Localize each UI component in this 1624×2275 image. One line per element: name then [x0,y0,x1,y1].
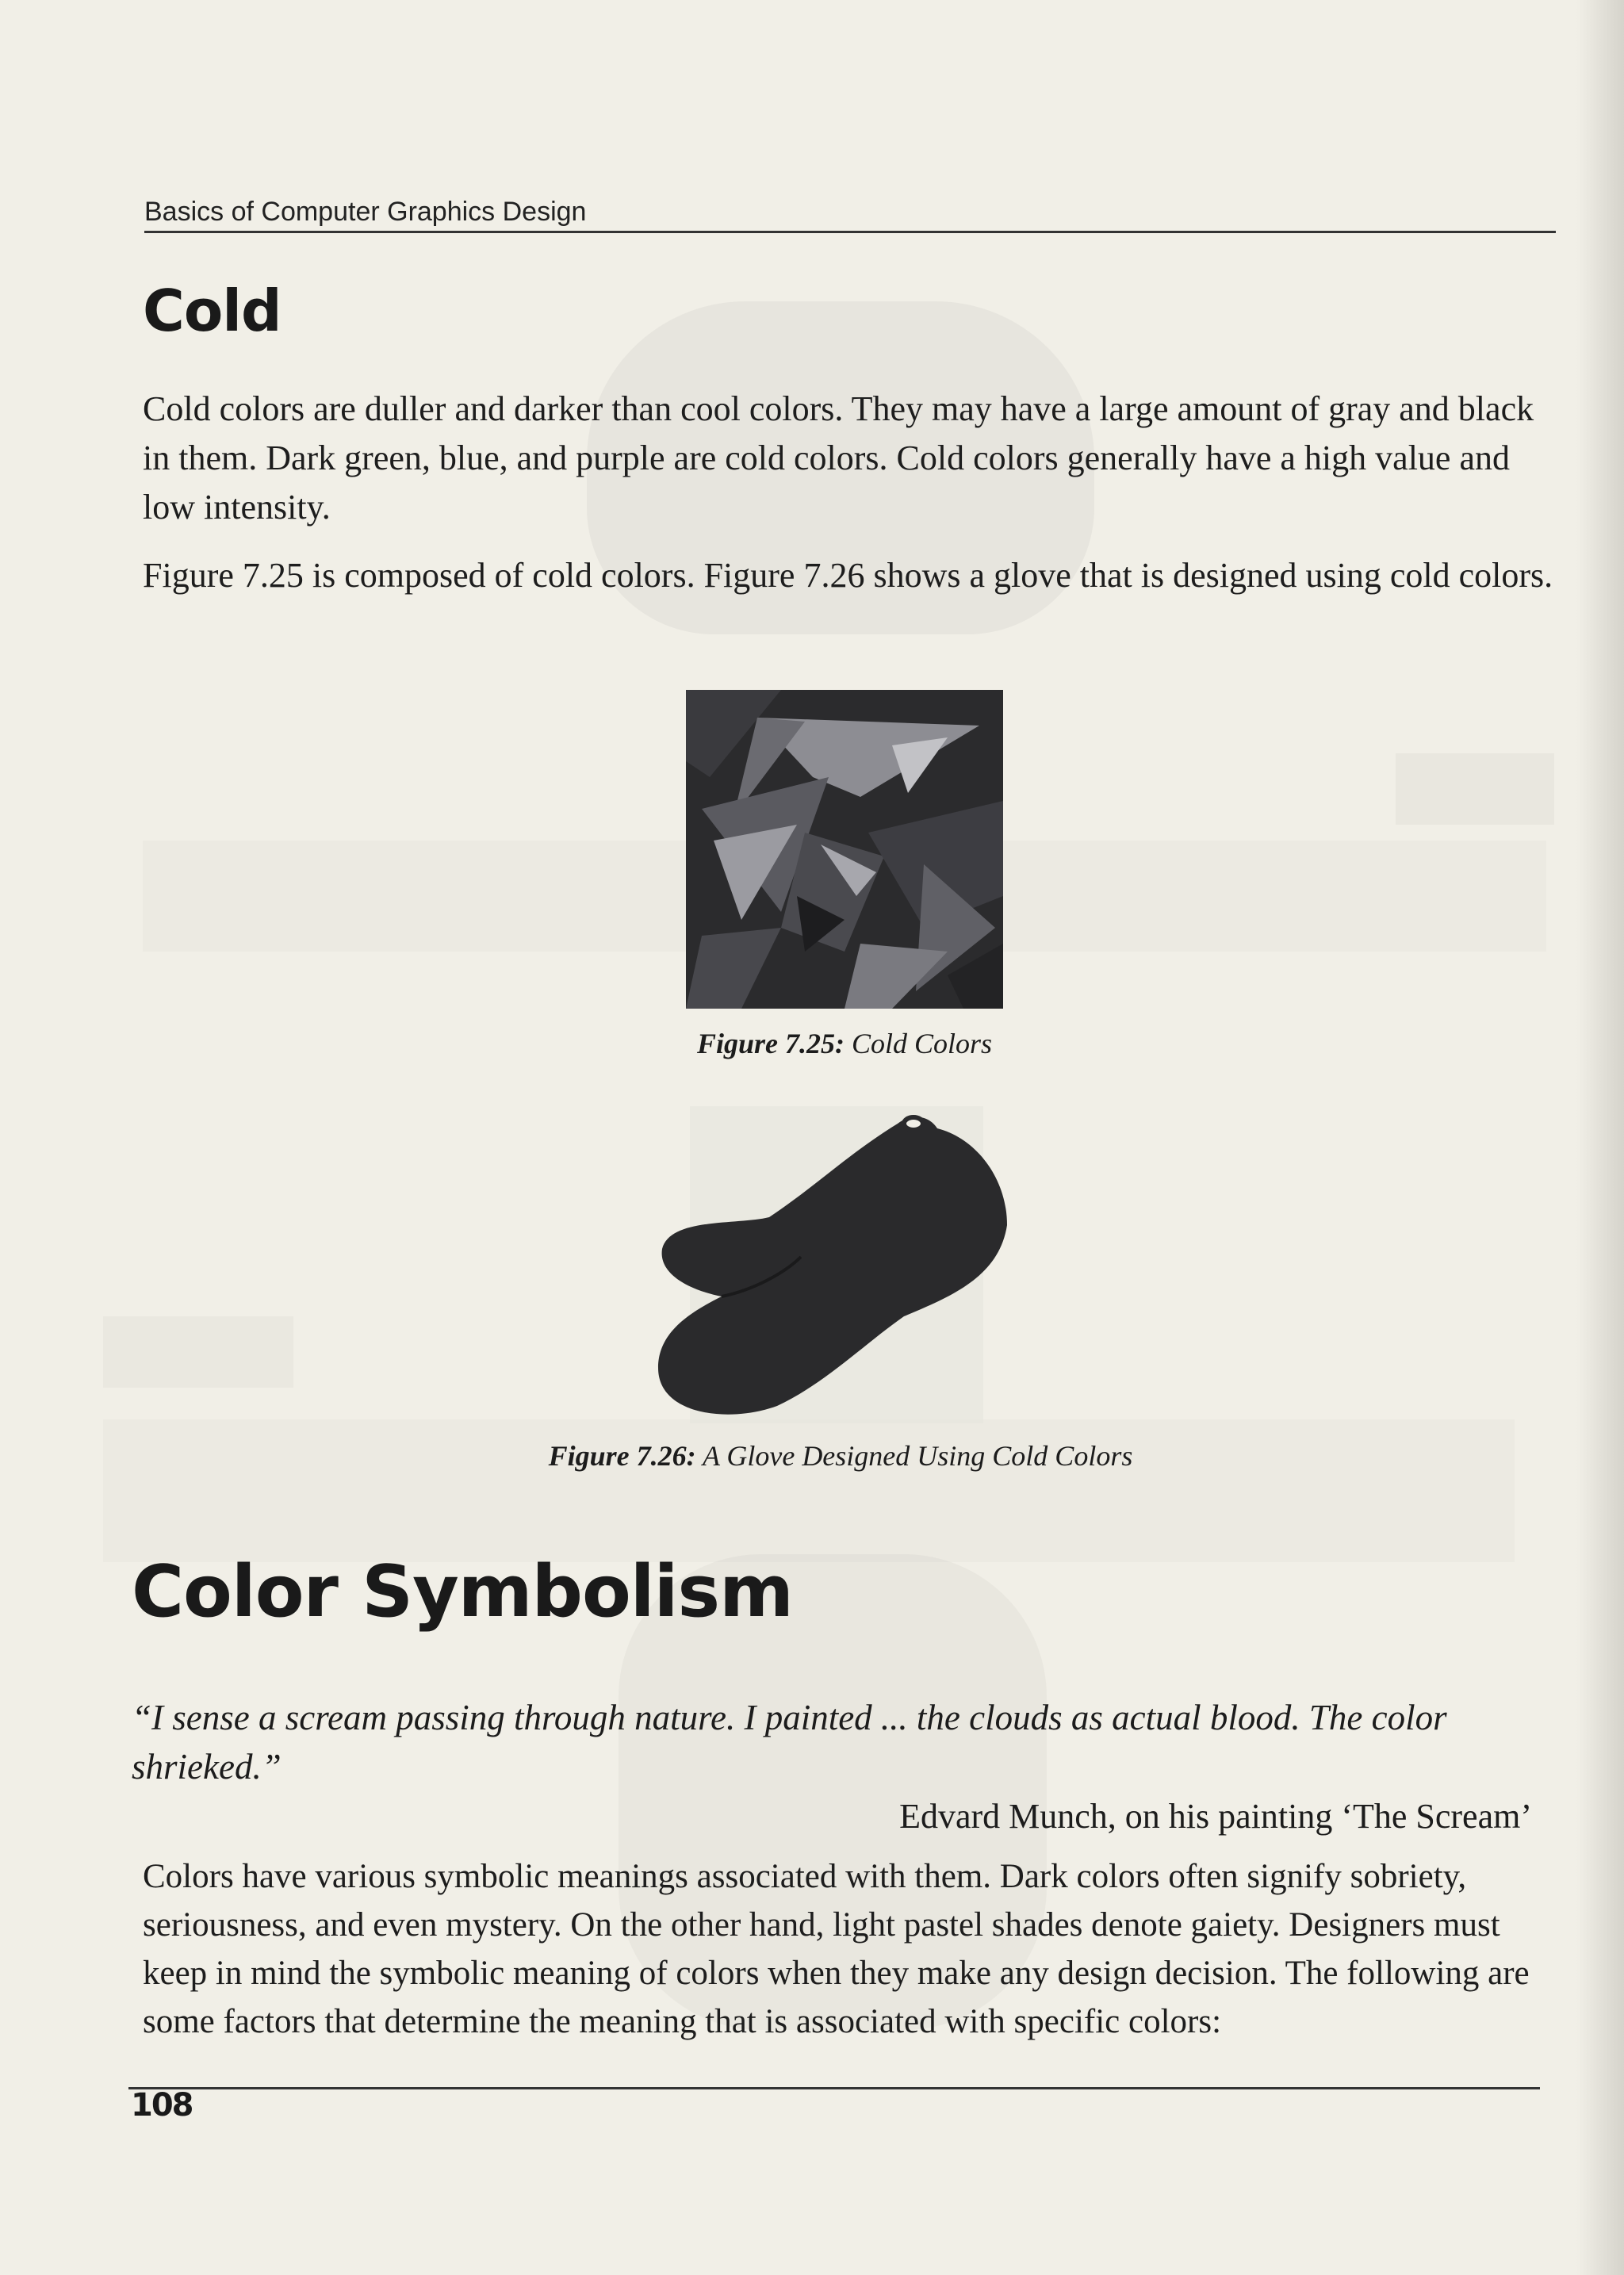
epigraph-quote: “I sense a scream passing through nature. I painted ... the clouds as actual blood. The color shrieked.” [132,1698,1447,1787]
figure-caption-text: Cold Colors [851,1028,993,1059]
figure-caption-text: A Glove Designed Using Cold Colors [703,1440,1133,1472]
reverse-page-bleed [1396,753,1554,825]
reverse-page-bleed [103,1316,293,1388]
body-paragraph: Cold colors are duller and darker than cool colors. They may have a large amount of gray and black in them. Dark green, blue, and purple are cold colors. Cold colors generally have a high value and low intensity. [143,389,1534,527]
page-number: 108 [131,2087,193,2124]
running-header: Basics of Computer Graphics Design [144,197,1556,233]
footer-rule [128,2087,1540,2089]
section-heading-cold: Cold [143,278,282,344]
section-heading-color-symbolism: Color Symbolism [132,1550,793,1633]
body-paragraph: Figure 7.25 is composed of cold colors. Figure 7.26 shows a glove that is designed using cold colors. [143,556,1553,595]
figure-label: Figure 7.25: [696,1028,845,1059]
body-paragraph: Colors have various symbolic meanings associated with them. Dark colors often signify sobriety, seriousness, and even mystery. On the other hand, light pastel shades denote gaiety. Designers must keep in mind the symbolic meaning of colors when they make any design decision. The following are some factors that determine the meaning that is associated with specific colors: [143,1858,1530,2040]
figure-caption [396,1439,1285,1473]
cold-colors-figure [686,690,1003,1009]
quote-attribution: Edvard Munch, on his painting ‘The Scream’ [899,1797,1532,1836]
figure-label: Figure 7.26: [548,1440,696,1472]
page-edge-shadow [1576,0,1624,2275]
figure-caption [555,1027,1134,1060]
glove-figure [642,1106,1039,1423]
